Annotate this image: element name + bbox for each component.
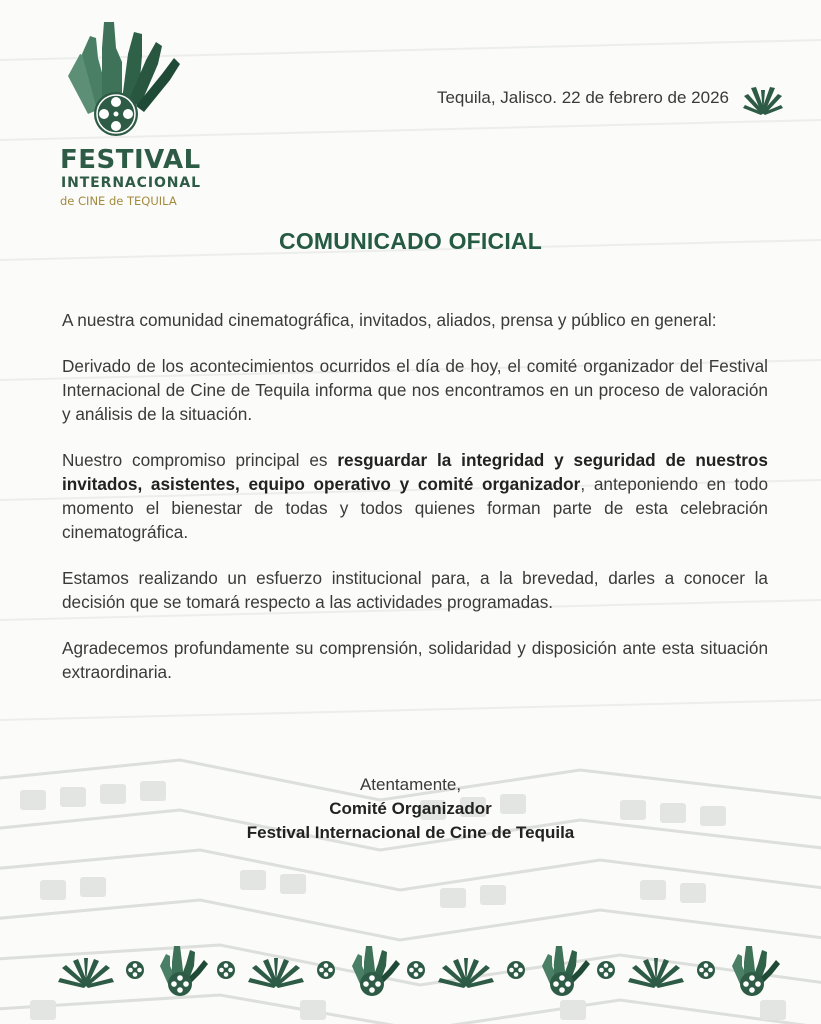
paragraph-commitment-end: , anteponiendo en todo momento el bienestar de todas y todos quienes forman parte de esta celebración cinematográfica.: [62, 474, 768, 542]
footer-ornament-row: [0, 938, 821, 1004]
signoff-committee: Comité Organizador: [329, 799, 492, 818]
document-body: [62, 308, 768, 706]
agave-icon: [248, 958, 304, 988]
paragraph-commitment: [62, 448, 768, 544]
logo-title: FESTIVAL: [60, 145, 201, 175]
paragraph-effort: Estamos realizando un esfuerzo institucional para, a la brevedad, darles a conocer la decisión que se tomará respecto a las actividades programadas.: [62, 568, 768, 612]
logo-subtitle: INTERNACIONAL: [61, 175, 201, 191]
film-reel-icon: [126, 961, 144, 979]
bottles-reel-icon: [542, 946, 590, 996]
logo-subtitle-2: de CINE de TEQUILA: [60, 194, 177, 208]
bottles-reel-icon: [160, 946, 208, 996]
agave-icon: [743, 84, 783, 116]
film-reel-icon: [507, 961, 525, 979]
film-reel-icon: [217, 961, 235, 979]
agave-icon: [438, 958, 494, 988]
agave-icon: [58, 958, 114, 988]
signoff-festival: Festival Internacional de Cine de Tequila: [246, 823, 575, 842]
agave-icon: [628, 958, 684, 988]
paragraph-greeting: A nuestra comunidad cinematográfica, invitados, aliados, prensa y público en general:: [62, 310, 717, 330]
film-reel-icon: [317, 961, 335, 979]
dateline: Tequila, Jalisco. 22 de febrero de 2026: [436, 88, 729, 107]
document-title: COMUNICADO OFICIAL: [279, 228, 542, 254]
festival-logo: [58, 18, 201, 213]
paragraph-thanks: Agradecemos profundamente su comprensión, solidaridad y disposición ante esta situación extraordinaria.: [62, 638, 768, 682]
film-reel-icon: [697, 961, 715, 979]
bottles-reel-icon: [352, 946, 400, 996]
film-reel-icon: [597, 961, 615, 979]
paragraph-commitment-bold: resguardar la integridad y seguridad de nuestros invitados, asistentes, equipo operativo y comité organizador: [62, 450, 768, 494]
paragraph-situation: Derivado de los acontecimientos ocurridos el día de hoy, el comité organizador del Festival Internacional de Cine de Tequila informa que nos encontramos en un proceso de valoración y análisis de la situación.: [62, 356, 768, 424]
signoff-closing: Atentamente,: [359, 775, 462, 794]
signoff: [0, 773, 821, 845]
paragraph-commitment-start: Nuestro compromiso principal es: [62, 450, 338, 470]
bottles-reel-icon: [732, 946, 780, 996]
tequila-bottles-film-reel-icon: [58, 18, 188, 140]
film-reel-icon: [407, 961, 425, 979]
